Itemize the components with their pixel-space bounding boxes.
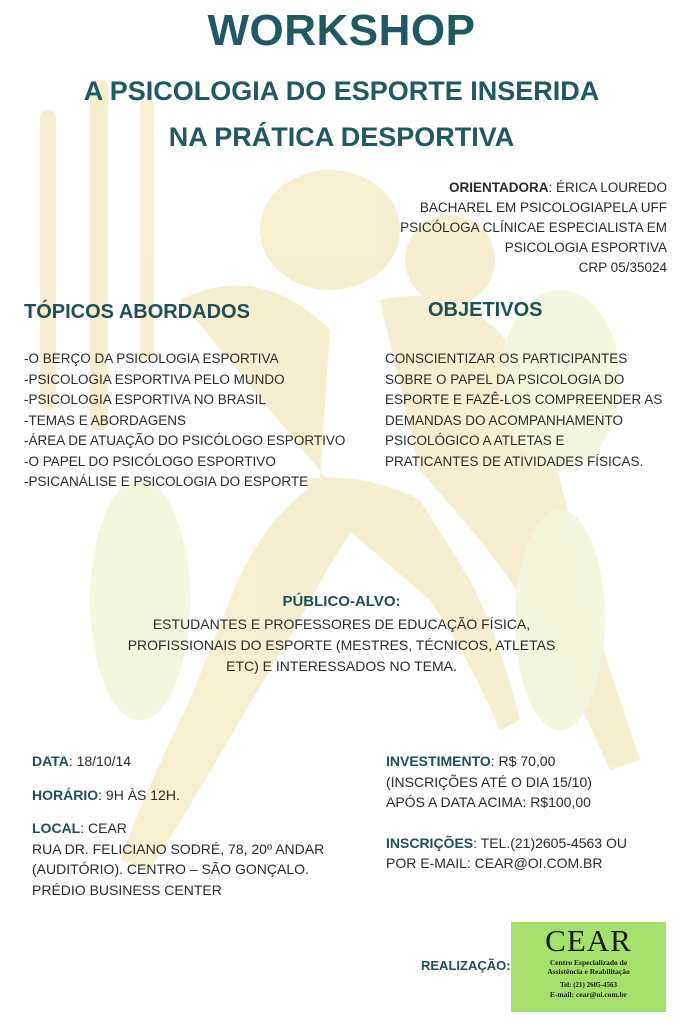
date-value: : 18/10/14 bbox=[68, 753, 132, 769]
topic-item: -O PAPEL DO PSICÓLOGO ESPORTIVO bbox=[24, 453, 276, 469]
registration-block bbox=[386, 833, 676, 874]
objective-line: DEMANDAS DO ACOMPANHAMENTO bbox=[385, 412, 624, 428]
audience-line: PROFISSIONAIS DO ESPORTE (MESTRES, TÉCNICOS, ATLETAS bbox=[127, 637, 556, 653]
investment-line: (INSCRIÇÕES ATÉ O DIA 15/10) bbox=[386, 773, 592, 790]
location-label: LOCAL bbox=[32, 820, 81, 836]
registration-value: : TEL.(21)2605-4563 OU bbox=[473, 834, 627, 851]
topic-item: -O BERÇO DA PSICOLOGIA ESPORTIVA bbox=[24, 351, 279, 366]
registration-row bbox=[386, 833, 676, 854]
event-details-right bbox=[386, 751, 676, 874]
objectives-heading: OBJETIVOS bbox=[428, 299, 543, 321]
objective-line: PRATICANTES DE ATIVIDADES FÍSICAS. bbox=[385, 453, 644, 469]
objectives-text bbox=[385, 349, 675, 472]
location-row bbox=[32, 818, 372, 839]
cear-logo bbox=[511, 922, 666, 1012]
workshop-title bbox=[0, 68, 683, 160]
audience-line: ETC) E INTERESSADOS NO TEMA. bbox=[226, 658, 457, 674]
audience-heading: PÚBLICO-ALVO: bbox=[282, 593, 401, 610]
advisor-line: PSICOLOGIA ESPORTIVA bbox=[504, 240, 667, 255]
advisor-line: PSICÓLOGA CLÍNICAE ESPECIALISTA EM bbox=[400, 220, 667, 235]
advisor-name: : ÉRICA LOUREDO bbox=[548, 180, 667, 195]
topic-item: -PSICOLOGIA ESPORTIVA NO BRASIL bbox=[24, 392, 266, 407]
time-value: : 9H ÀS 12H. bbox=[98, 786, 180, 803]
date-row bbox=[32, 751, 372, 772]
advisor-block bbox=[347, 178, 667, 278]
topics-list bbox=[24, 349, 345, 493]
audience-text bbox=[110, 614, 573, 677]
date-label: DATA bbox=[32, 753, 69, 769]
topics-heading: TÓPICOS ABORDADOS bbox=[24, 301, 250, 323]
investment-row bbox=[386, 751, 676, 772]
advisor-line: CRP 05/35024 bbox=[578, 260, 667, 275]
address-line: PRÉDIO BUSINESS CENTER bbox=[32, 881, 222, 898]
topic-item: -ÁREA DE ATUAÇÃO DO PSICÓLOGO ESPORTIVO bbox=[24, 433, 346, 448]
investment-label: INVESTIMENTO bbox=[386, 753, 491, 769]
logo-tagline-2: Assistência e Reabilitação bbox=[547, 967, 630, 976]
investment-value: : R$ 70,00 bbox=[490, 753, 556, 769]
location-block bbox=[32, 818, 372, 900]
logo-tel: Tel: (21) 2605-4563 bbox=[560, 981, 617, 989]
advisor-label: ORIENTADORA bbox=[448, 180, 549, 195]
time-label: HORÁRIO bbox=[32, 786, 99, 803]
objective-line: ESPORTE E FAZÊ-LOS COMPREENDER AS bbox=[385, 392, 663, 407]
investment-block bbox=[386, 751, 676, 813]
logo-name: CEAR bbox=[545, 923, 632, 958]
objective-line: CONSCIENTIZAR OS PARTICIPANTES bbox=[385, 351, 628, 366]
objective-line: PSICOLÓGICO A ATLETAS E bbox=[385, 433, 565, 448]
advisor-name-line bbox=[347, 178, 667, 198]
advisor-line: BACHAREL EM PSICOLOGIAPELA UFF bbox=[419, 200, 667, 215]
workshop-title-line-1: A PSICOLOGIA DO ESPORTE INSERIDA bbox=[83, 76, 600, 106]
topic-item: -PSICANÁLISE E PSICOLOGIA DO ESPORTE bbox=[24, 474, 309, 489]
workshop-title-line-2: NA PRÁTICA DESPORTIVA bbox=[168, 122, 515, 152]
investment-line: APÓS A DATA ACIMA: R$100,00 bbox=[386, 794, 591, 810]
audience-line: ESTUDANTES E PROFESSORES DE EDUCAÇÃO FÍSICA, bbox=[152, 616, 531, 632]
event-details-left bbox=[32, 751, 372, 900]
topic-item: -PSICOLOGIA ESPORTIVA PELO MUNDO bbox=[24, 371, 285, 387]
address-line: (AUDITÓRIO). CENTRO – SÃO GONÇALO. bbox=[32, 861, 309, 877]
topic-item: -TEMAS E ABORDAGENS bbox=[24, 412, 187, 428]
workshop-label: WORKSHOP bbox=[207, 6, 476, 55]
logo-email: E-mail: cear@oi.com.br bbox=[549, 990, 628, 999]
objective-line: SOBRE O PAPEL DA PSICOLOGIA DO bbox=[385, 371, 625, 387]
registration-label: INSCRIÇÕES bbox=[386, 834, 474, 851]
address-line: RUA DR. FELICIANO SODRÉ, 78, 20º ANDAR bbox=[32, 840, 325, 857]
logo-tagline-1: Centro Especializado de bbox=[549, 958, 628, 967]
realizacao-label: REALIZAÇÃO: bbox=[421, 958, 511, 973]
location-value: : CEAR bbox=[80, 820, 127, 836]
registration-email-line: POR E-MAIL: CEAR@OI.COM.BR bbox=[386, 855, 603, 871]
time-row bbox=[32, 785, 372, 806]
